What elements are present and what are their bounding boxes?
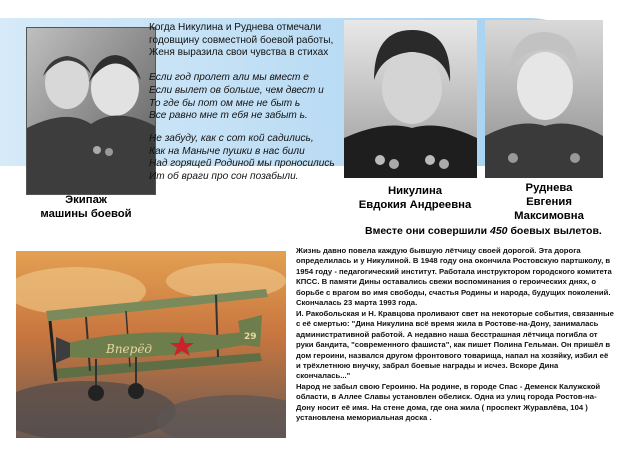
bio-paragraph: Жизнь давно повела каждую бывшую лётчицу своей дорогой. Эта дорога определилась и у Никулиной. В 1948 году она окончила Ростовскую партшколу, в 1954 году - педагогический институт. Работала инструктором городского комитета КПСС. В памяти Дины оставались свежи воспоминания о героических днях, о борьбе с врагом во имя свободы, счастья Родины и народа, будущих поколений. Скончалась 23 марта 1993 года. [296,246,612,308]
bio-paragraph: Народ не забыл свою Героиню. На родине, в городе Спас - Деменск Калужской области, в Аллее Славы установлен обелиск. Одна из улиц города Ростов-на-Дону носит её имя. На стене дома, где она жила ( проспект Журавлёва, 104 ) установлена мемориальная доска . [296,381,601,423]
poem-intro: Когда Никулина и Руднева отмечали годовщину совместной боевой работы, Женя выразила свои чувства в стихах [149,22,334,59]
biography-text [296,246,614,424]
poem-stanza-1: Если год пролет али мы вмест е Если вылет ов больше, чем двест и То где бы пот ом мне не быт ь Все равно мне т ебя не забыт ь. [149,72,324,122]
plane-tail-number: 29 [244,332,257,342]
bio-paragraph: И. Ракобольская и Н. Кравцова проливают свет на некоторые события, связанные с её смертью: "Дина Никулина всё время жила в Ростове-на-Дону, занималась административной работой. А недавно наша бесстрашная лётчица погибла от руки бандита, "современного фашиста", как пишет Полина Гельман. Он пришёл в дом героини, назвался другом фронтового товарища, напал на хозяйку, избил её и трёхлетнюю внучку, забрал боевые награды и исчез. Вскоре Дина скончалась..." [296,308,614,381]
crew-caption: Экипаж машины боевой [40,194,132,220]
poem-stanza-2: Не забуду, как с сот кой садились, Как на Маныче пушки в нас били Над горящей Родиной мы проносились Ит об враги про сон позабыли. [149,132,335,183]
crew-photo [26,27,156,195]
plane-slogan: Вперёд [106,342,153,356]
sorties-caption: Вместе они совершили 450 боевых вылетов. [365,225,602,237]
nikulina-caption: Никулина Евдокия Андреевна [358,185,472,211]
biplane-illustration [16,251,286,438]
rudneva-caption: Руднева Евгения Максимовна [514,182,584,222]
rudneva-photo [485,20,603,178]
poem-block [149,22,369,194]
